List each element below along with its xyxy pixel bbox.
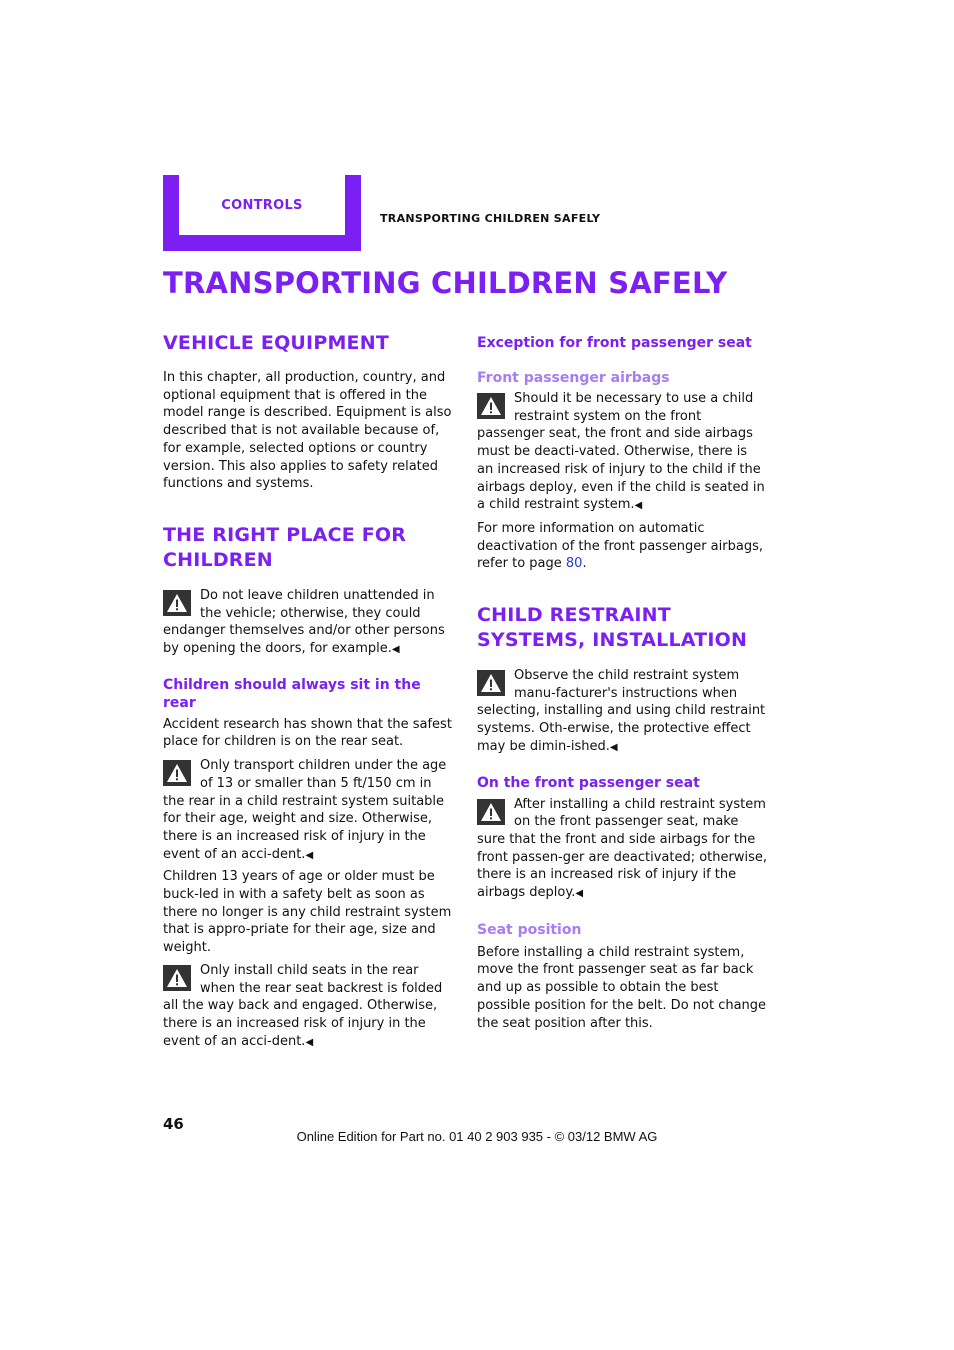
end-mark: ◀	[634, 500, 643, 512]
end-mark: ◀	[609, 741, 618, 753]
seat-position-text: Before installing a child restraint system, move the front passenger seat as far back and up as possible to obtain the best possible position for the belt. Do not change the seat position after this.	[477, 944, 767, 1031]
warning-front-seat: After installing a child restraint system on the front passenger seat, make sure that the front and side airbags for the front passen-ger are deactivated; otherwise, there is an increased risk of injury if the airbags deploy.◀	[477, 796, 768, 901]
right-column	[477, 330, 767, 1032]
heading-restraint-systems: CHILD RESTRAINT SYSTEMS, INSTALLATION	[477, 604, 748, 652]
warning-deactivate-airbags: Should it be necessary to use a child restraint system on the front passenger seat, the front and side airbags must be deacti-vated. Otherwise, there is an increased risk of injury to the child if the airbags deploy, even if the child is seated in a child restraint system.◀	[477, 391, 765, 513]
page-reference-link[interactable]: 80	[565, 556, 583, 572]
sit-rear-text-2: Children 13 years of age or older must be buck-led in with a safety belt as soon as there no longer is any child restraint system that is appro-priate for their age, size and weight.	[163, 869, 452, 956]
warning-unattended: Do not leave children unattended in the vehicle; otherwise, they could endanger themselves and/or other persons by opening the doors, for example.◀	[163, 587, 445, 657]
subheading-front-airbags: Front passenger airbags	[477, 370, 670, 386]
end-mark: ◀	[575, 888, 584, 900]
warning-triangle-icon	[477, 393, 505, 419]
warning-triangle-icon	[163, 590, 191, 616]
section-tab	[163, 175, 361, 251]
page-title: TRANSPORTING CHILDREN SAFELY	[163, 266, 728, 300]
warning-age: Only transport children under the age of 13 or smaller than 5 ft/150 cm in the rear in a child restraint system suitable for their age, weight and size. Otherwise, there is an increased risk of injury in the event of an acci-dent.◀	[163, 758, 447, 862]
warning-manufacturer: Observe the child restraint system manu-facturer's instructions when selecting, installing and using child restraint systems. Oth-erwise, the protective effect may be dimin-ished.◀	[477, 668, 766, 754]
warning-triangle-icon	[163, 760, 191, 786]
page-number: 46	[163, 1115, 184, 1133]
heading-right-place: THE RIGHT PLACE FOR CHILDREN	[163, 523, 407, 571]
heading-exception: Exception for front passenger seat	[477, 335, 752, 351]
end-mark: ◀	[391, 644, 400, 656]
vehicle-equipment-text: In this chapter, all production, country, and optional equipment that is offered in the model range is described. Equipment is also described that is not available because of, for example, selected options or country version. This also applies to safety related functions and systems.	[163, 370, 452, 492]
more-info-text: For more information on automatic deactivation of the front passenger airbags, refer to page 80.	[477, 520, 763, 572]
warning-backrest: Only install child seats in the rear when the rear seat backrest is folded all the way back and engaged. Otherwise, there is an increased risk of injury in the event of an acci-dent.◀	[163, 962, 443, 1049]
footer-text: Online Edition for Part no. 01 40 2 903 935 - © 03/12 BMW AG	[296, 1129, 658, 1144]
warning-triangle-icon	[163, 965, 191, 991]
heading-sit-rear: Children should always sit in the rear	[163, 676, 421, 711]
subheading-seat-position: Seat position	[477, 921, 582, 938]
warning-triangle-icon	[477, 799, 505, 825]
end-mark: ◀	[305, 1036, 314, 1048]
left-column	[163, 330, 453, 1051]
warning-triangle-icon	[477, 670, 505, 696]
heading-front-seat: On the front passenger seat	[477, 774, 700, 791]
running-title: TRANSPORTING CHILDREN SAFELY	[380, 212, 601, 225]
sit-rear-text: Accident research has shown that the safest place for children is on the rear seat.	[163, 716, 452, 750]
section-tab-label: CONTROLS	[221, 197, 303, 213]
heading-vehicle-equipment: VEHICLE EQUIPMENT	[163, 332, 390, 354]
end-mark: ◀	[305, 849, 314, 861]
